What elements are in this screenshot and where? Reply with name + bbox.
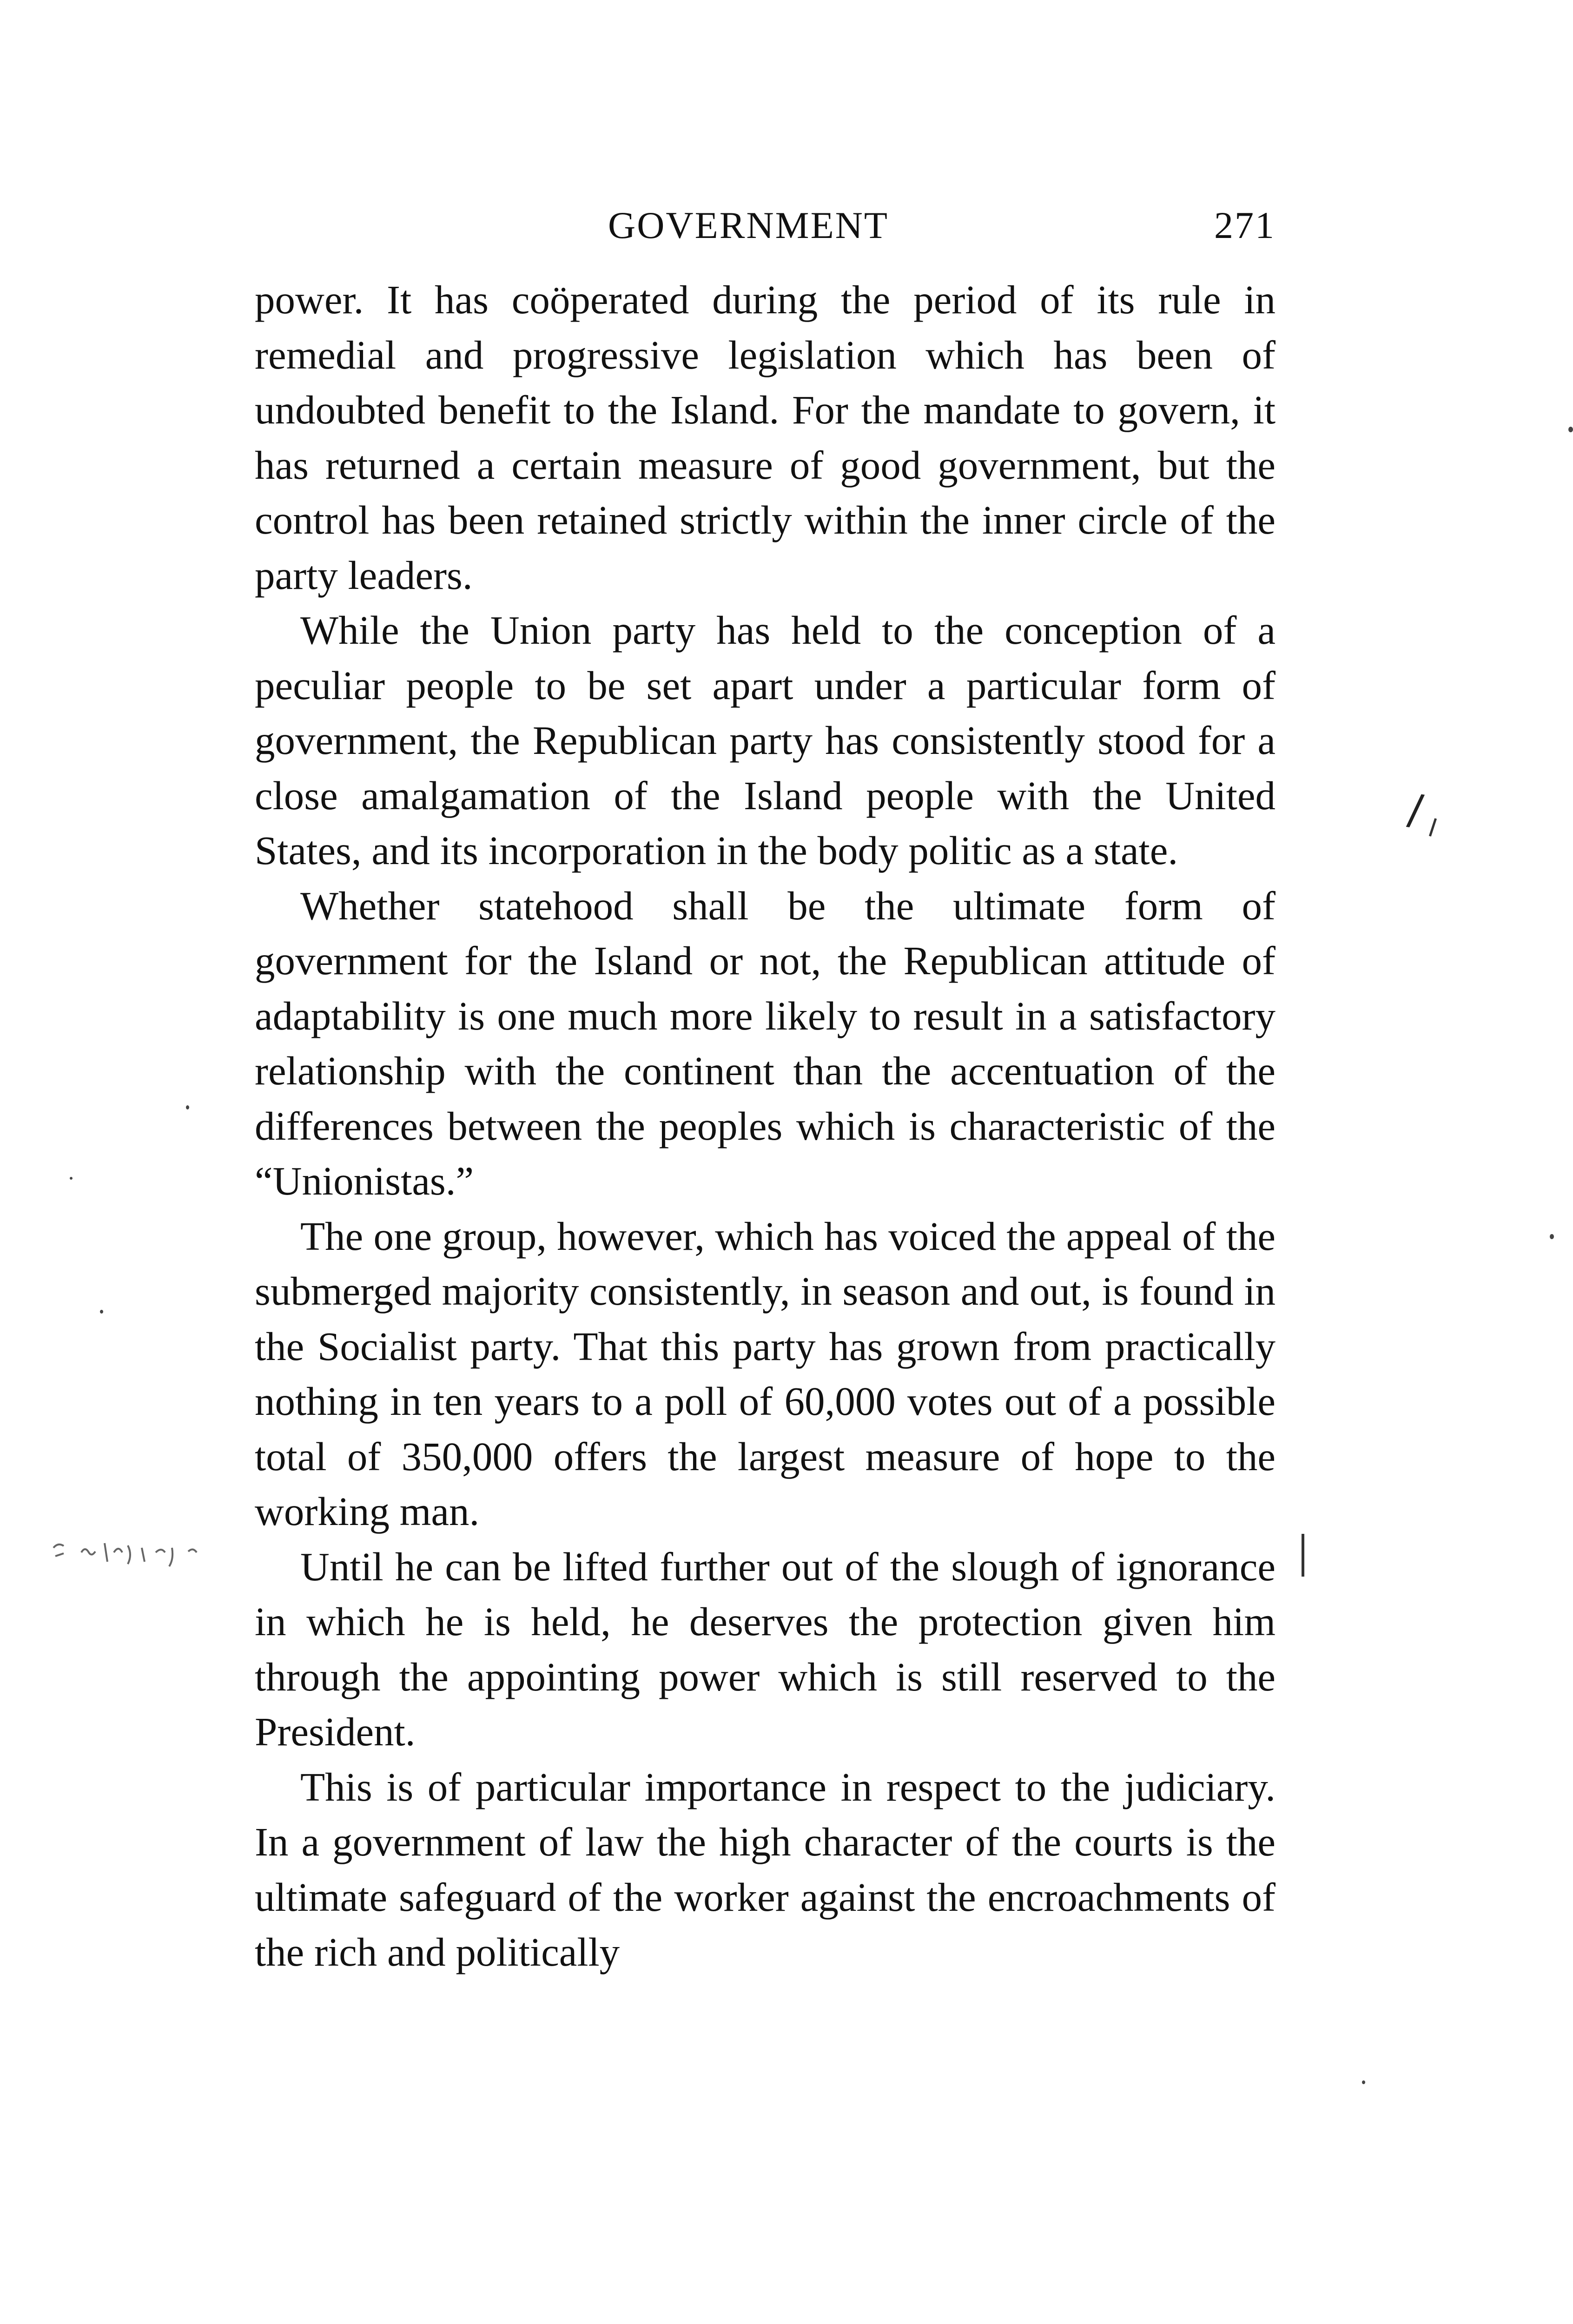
paragraph-ignorance: Until he can be lifted further out of the slough of ignorance in which he is held, he deserves the protection given him through the appointing power which is still reserved to the President. — [255, 1544, 1276, 1754]
ink-speck — [1568, 427, 1573, 432]
scrawl-drawing — [49, 1529, 263, 1571]
ink-speck — [186, 1105, 189, 1109]
ink-speck — [70, 1177, 73, 1180]
margin-bar-mark — [1302, 1534, 1304, 1577]
paragraph-continued: power. It has coöperated during the period of its rule in remedial and progressive legislation which has been of undoubted benefit to the Island. For the mandate to govern, it has returned a certain measure of good government, but the control has been retained strictly within the inner circle of the party leaders. — [255, 277, 1276, 598]
running-title: GOVERNMENT — [608, 204, 889, 246]
ink-speck — [1550, 1234, 1554, 1239]
paragraph-statehood: Whether statehood shall be the ultimate form of government for the Island or not, the Republican attitude of adaptability is one much more likely to result in a satisfactory relationship with the continent than the accentuation of the differences between the peoples which is characteristic of the “Unionistas.” — [255, 883, 1276, 1203]
paragraph-socialist-party: The one group, however, which has voiced the appeal of the submerged majority consistently, in season and out, is found in the Socialist party. That this party has grown from practically nothing in ten years to a poll of 60,000 votes out of a possible total of 350,000 offers the largest measure of hope to the working man. — [255, 1213, 1276, 1534]
running-head — [255, 198, 1276, 253]
paragraph-union-party: While the Union party has held to the conception of a peculiar people to be set apart under a particular form of government, the Republican party has consistently stood for a close amalgamation of the Island people with the United States, and its incorporation in the body politic as a state. — [255, 607, 1276, 873]
ink-speck — [1362, 2080, 1365, 2084]
margin-handwritten-scrawl — [49, 1529, 263, 1571]
paragraph-judiciary: This is of particular importance in respect to the judiciary. In a government of law the high character of the courts is the ultimate safeguard of the worker against the encroachments of the rich and politically — [255, 1764, 1276, 1974]
body-text — [255, 272, 1276, 1980]
page-number: 271 — [1214, 204, 1276, 246]
margin-slash-mark: / — [1405, 785, 1426, 835]
ink-speck — [100, 1310, 103, 1314]
margin-tick-mark — [1429, 818, 1437, 837]
